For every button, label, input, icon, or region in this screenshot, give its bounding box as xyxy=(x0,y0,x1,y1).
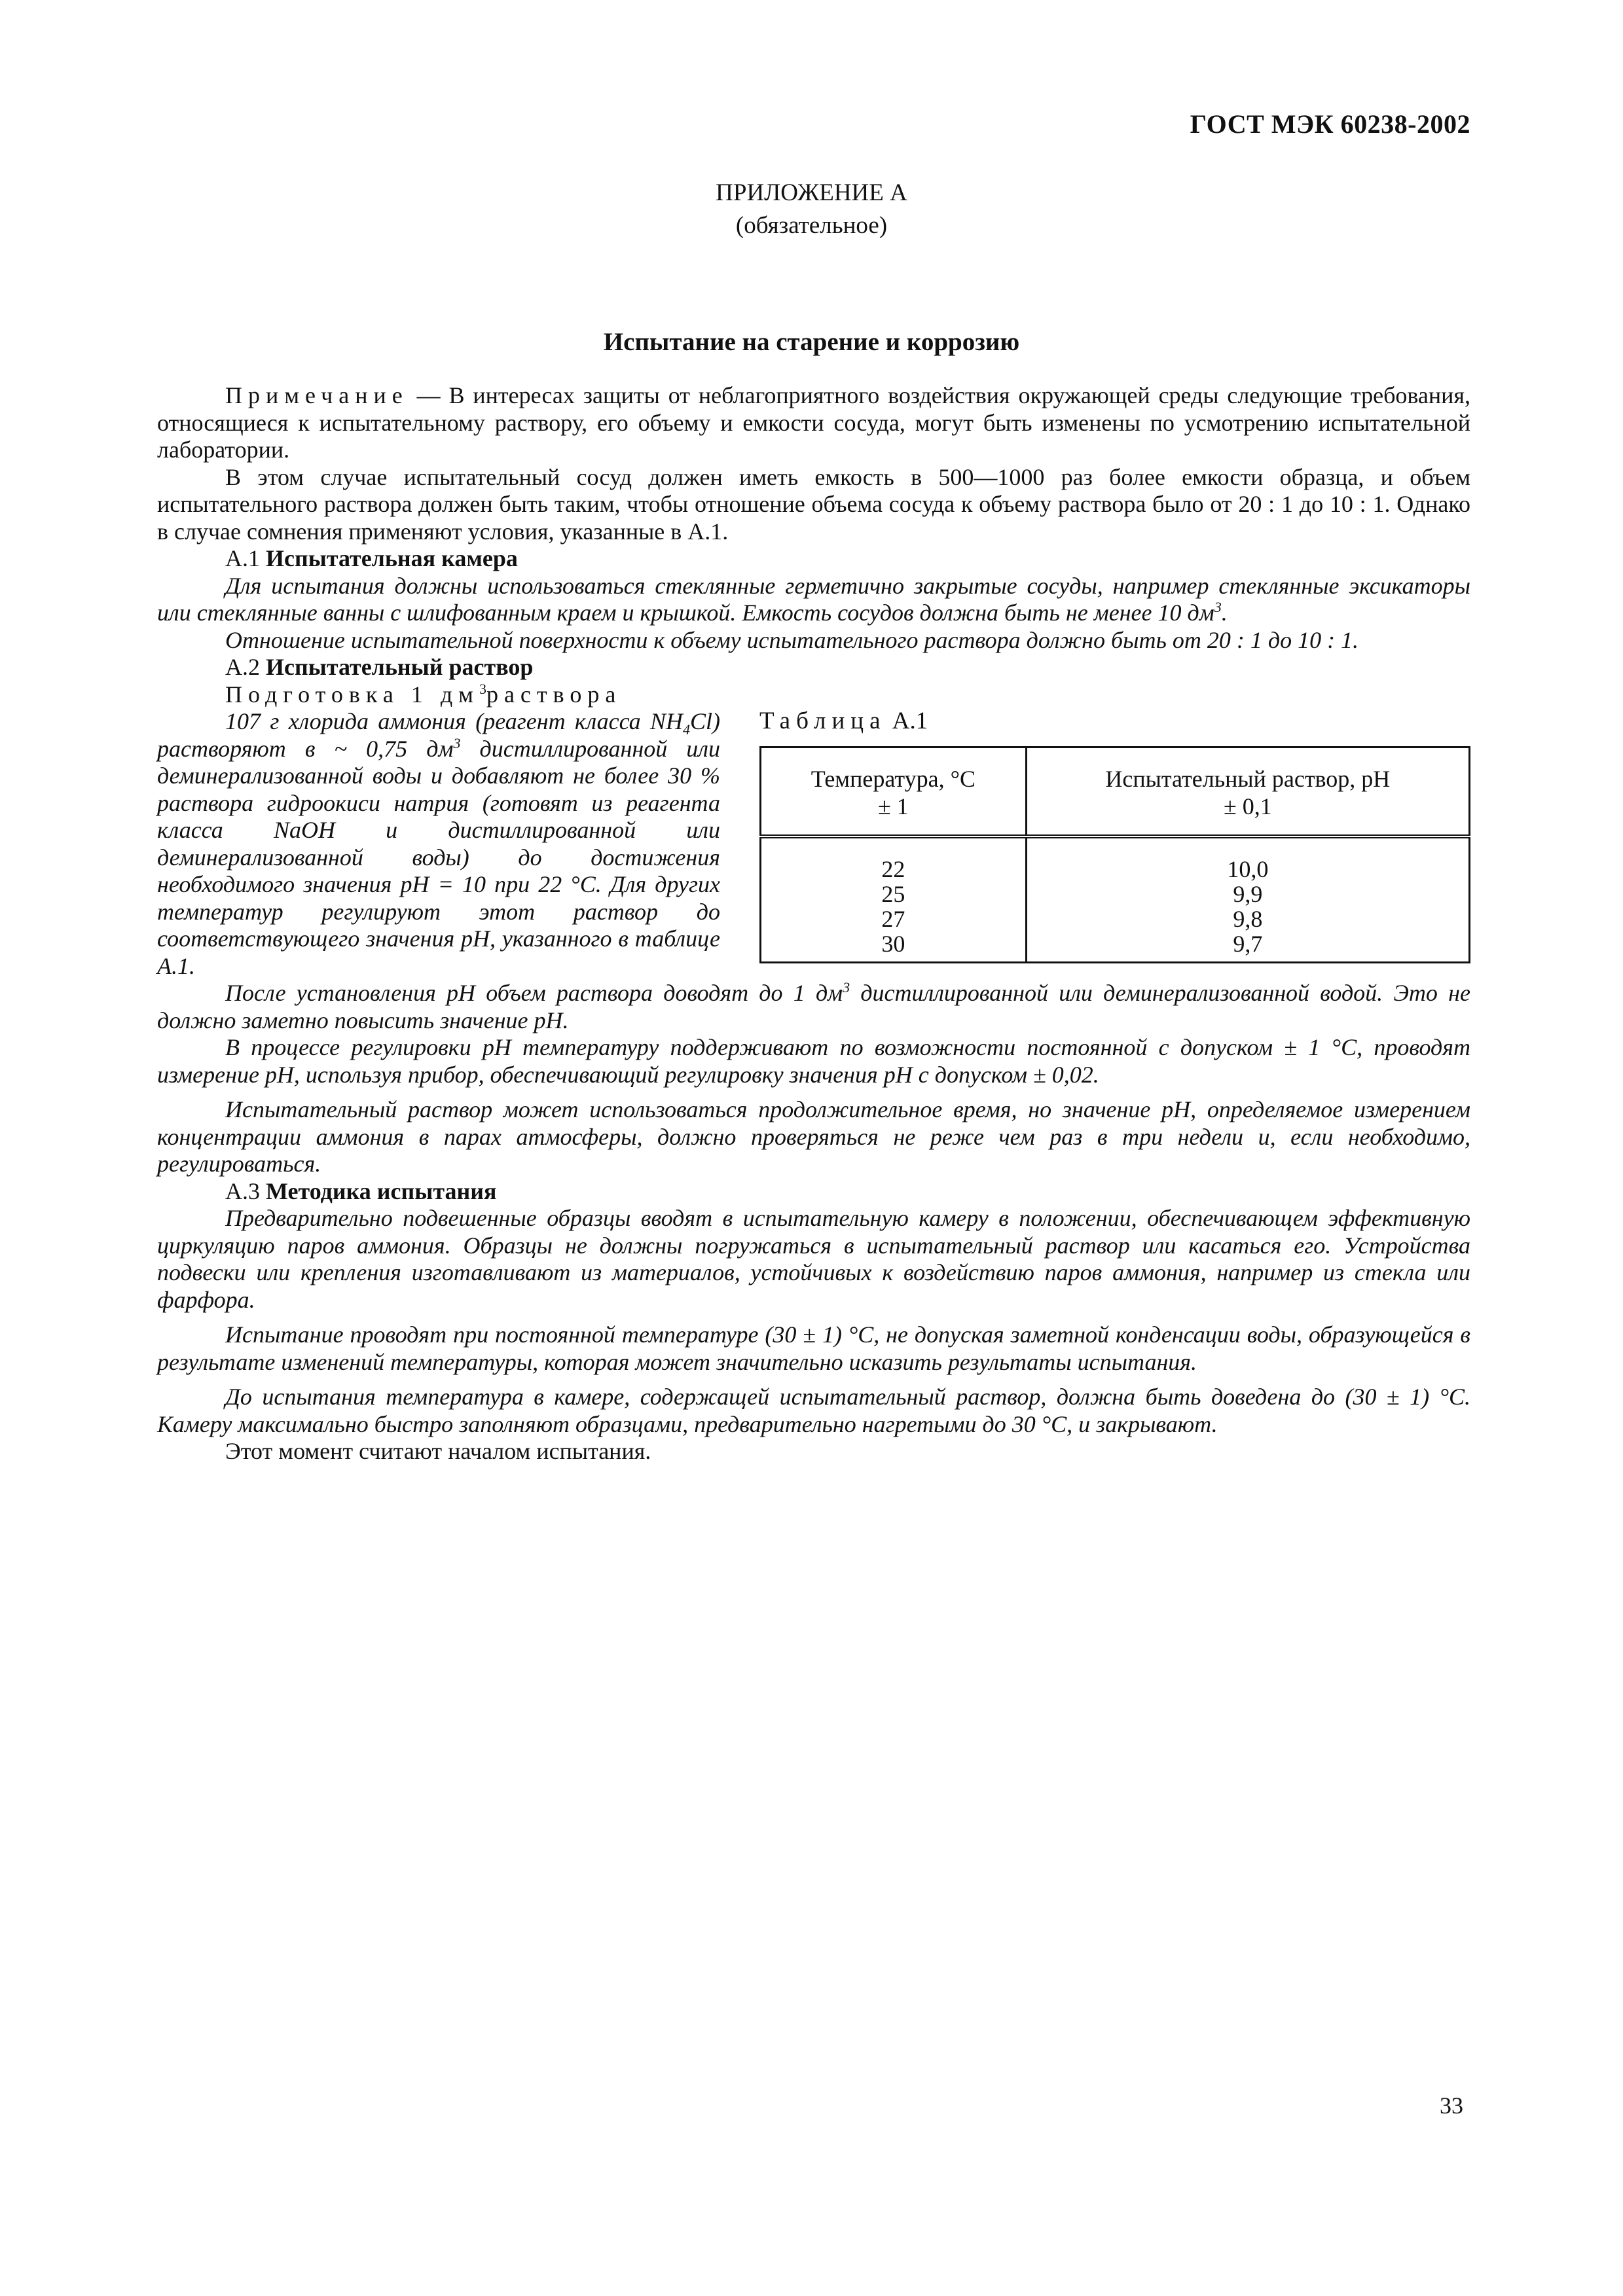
a2-left-column xyxy=(157,681,720,980)
note-paragraph xyxy=(157,382,1470,464)
note-text: — В интересах защиты от неблагоприятного воздействия окружающей среды следующие требования, относящиеся к испытательному раствору, его объему и емкости сосуда, могут быть изменены по усмотрению испытательной лаборатории. xyxy=(157,382,1470,463)
appendix-status: (обязательное) xyxy=(735,212,888,239)
a1-paragraph-2: Отношение испытательной поверхности к объему испытательного раствора должно быть от 20 : 1 до 10 : 1. xyxy=(225,626,1359,653)
document-body xyxy=(157,382,1470,1465)
prep-subheading: Подготовка 1 $дм^3раствора$ xyxy=(225,680,622,708)
a3-paragraph-4: Этот момент считают началом испытания. xyxy=(225,1438,651,1464)
note-label: Примечание xyxy=(225,382,409,408)
section-a1-heading: А.1 Испытательная камера xyxy=(225,545,518,571)
ph-table xyxy=(759,746,1470,963)
main-title: Испытание на старение и коррозию xyxy=(603,328,1020,356)
standard-id: ГОСТ МЭК 60238-2002 xyxy=(1190,109,1470,139)
a1-paragraph-1: Для испытания должны использоваться стеклянные герметично закрытые сосуды, например стеклянные эксикаторы или стеклянные ванны с шлифованным краем и крышкой. Емкость сосудов должна быть не менее 10 $дм^3$. xyxy=(157,572,1470,626)
appendix-heading xyxy=(0,177,1623,242)
a2-paragraph-4: Испытательный раствор может использоваться продолжительное время, но значение pH, определяемое измерением концентрации аммония в парах атмосферы, должно проверяться не реже чем раз в три недели и, если необходимо, регулироваться. xyxy=(157,1096,1470,1177)
table-row: 27 9,8 xyxy=(761,906,1470,931)
a3-paragraph-1: Предварительно подвешенные образцы вводят в испытательную камеру в положении, обеспечивающем эффективную циркуляцию паров аммония. Образцы не должны погружаться в испытательный раствор или касаться его. Устройства подвески или крепления изготавливают из материалов, устойчивых к воздействию паров аммония, например из стекла или фарфора. xyxy=(157,1205,1470,1313)
a2-paragraph-2: После установления pH объем раствора доводят до 1 $дм^3$ дистиллированной или деминерализованной водой. Это не должно заметно повысить значение pH. xyxy=(157,979,1470,1033)
a3-paragraph-3: До испытания температура в камере, содержащей испытательный раствор, должна быть доведена до (30 ± 1) °С. Камеру максимально быстро заполняют образцами, предварительно нагретыми до 30 °С, и закрывают. xyxy=(157,1384,1470,1437)
a2-paragraph-3: В процессе регулировки pH температуру поддерживают по возможности постоянной с допуском ± 1 °С, проводят измерение pH, используя прибор, обеспечивающий регулировку значения pH с допуском ± 0,02. xyxy=(157,1034,1470,1088)
page-number: 33 xyxy=(1440,2092,1463,2119)
section-a2-heading: А.2 Испытательный раствор xyxy=(225,654,534,680)
col-ph-header: Испытательный раствор, pH ± 0,1 xyxy=(1026,747,1469,837)
table-a1 xyxy=(759,708,1470,964)
table-caption: Таблица А.1 xyxy=(759,707,928,734)
section-a3-heading: А.3 Методика испытания xyxy=(225,1177,497,1204)
appendix-title: ПРИЛОЖЕНИЕ А xyxy=(716,179,907,206)
table-row: 25 9,9 xyxy=(761,882,1470,906)
table-row: 30 9,7 xyxy=(761,931,1470,963)
table-row: 22 10,0 xyxy=(761,836,1470,882)
note-paragraph-2: В этом случае испытательный сосуд должен иметь емкость в 500—1000 раз более емкости образца, и объем испытательного раствора должен быть таким, чтобы отношение объема сосуда к объему раствора было от 20 : 1 до 10 : 1. Однако в случае сомнения применяют условия, указанные в А.1. xyxy=(157,463,1470,545)
a3-paragraph-2: Испытание проводят при постоянной температуре (30 ± 1) °С, не допуская заметной конденсации воды, образующейся в результате изменений температуры, которая может значительно исказить результаты испытания. xyxy=(157,1321,1470,1375)
a2-paragraph-1: 107 г хлорида аммония (реагент класса $NH_4Cl$) растворяют в ~ 0,75 $дм^3$ дистиллированной или деминерализованной воды и добавляют не более 30 % раствора гидроокиси натрия (готовят из реагента класса NaOH и дистиллированной или деминерализованной воды) до достижения необходимого значения pH = 10 при 22 °С. Для других температур регулируют этот раствор до соответствующего значения pH, указанного в таблице А.1. xyxy=(157,708,720,979)
col-temperature-header: Температура, °С ± 1 xyxy=(761,747,1027,837)
